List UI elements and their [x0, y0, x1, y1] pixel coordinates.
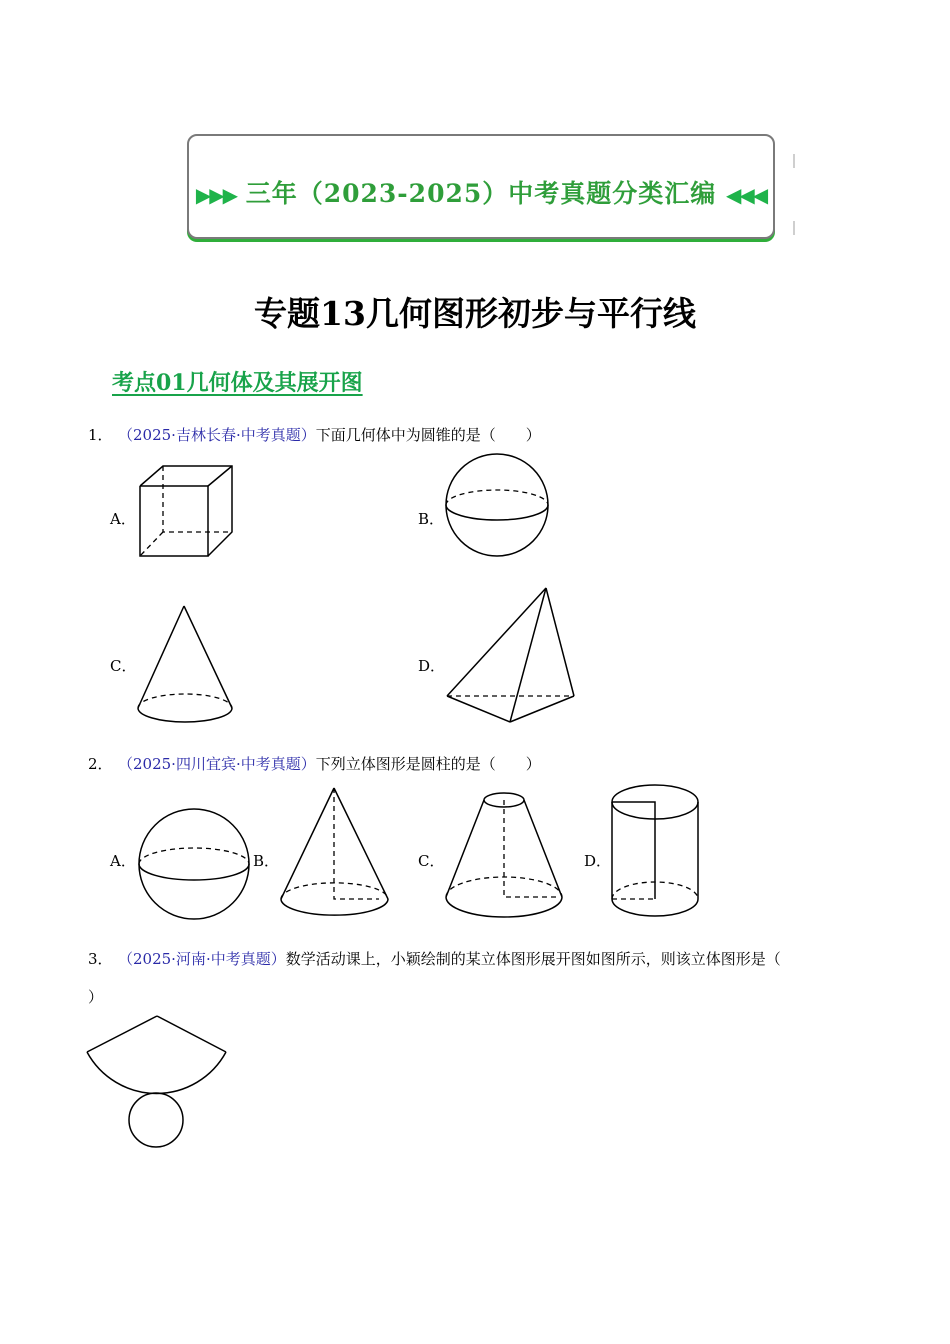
- cube-icon: [136, 464, 236, 559]
- title-banner: [187, 134, 775, 239]
- sphere-icon: [138, 808, 252, 922]
- section-heading: 考点01几何体及其展开图: [112, 370, 363, 396]
- sphere-icon: [444, 454, 554, 558]
- right-arrows-icon: ◀◀◀: [725, 183, 767, 207]
- page-title: 专题13几何图形初步与平行线: [254, 294, 696, 333]
- option-b-label: B．: [253, 852, 280, 870]
- question-text: 数学活动课上，小颖绘制的某立体图形展开图如图所示，则该立体图形是（: [285, 950, 781, 968]
- question-source: （2025·吉林长春·中考真题）: [118, 426, 316, 444]
- tetrahedron-icon: [444, 586, 578, 726]
- cone-icon: [136, 604, 236, 726]
- cone-icon: [279, 786, 393, 922]
- option-c-label: C．: [418, 852, 445, 870]
- question-3: [88, 948, 781, 969]
- question-number: 3．: [88, 950, 113, 968]
- banner-title: 三年（2023-2025）中考真题分类汇编: [245, 179, 717, 208]
- question-1: [88, 424, 541, 445]
- left-arrows-icon: ▶▶▶: [195, 183, 236, 207]
- option-d-label: D．: [418, 657, 446, 675]
- frustum-icon: [444, 790, 566, 922]
- option-a-label: A．: [110, 852, 136, 870]
- margin-mark: [793, 221, 795, 235]
- banner-text-row: [189, 174, 773, 210]
- option-d-label: D．: [584, 852, 612, 870]
- option-c-label: C．: [110, 657, 137, 675]
- question-number: 1．: [88, 426, 113, 444]
- question-3-continuation: ）: [88, 988, 104, 1006]
- question-number: 2．: [88, 755, 113, 773]
- question-text: 下列立体图形是圆柱的是（ ）: [315, 755, 541, 773]
- question-2: [88, 753, 541, 774]
- question-source: （2025·河南·中考真题）: [118, 950, 286, 968]
- cone-net-icon: [85, 1014, 231, 1150]
- question-text: 下面几何体中为圆锥的是（ ）: [315, 426, 541, 444]
- margin-mark: [793, 154, 795, 168]
- question-source: （2025·四川宜宾·中考真题）: [118, 755, 316, 773]
- option-a-label: A．: [110, 510, 136, 528]
- cylinder-icon: [610, 782, 704, 922]
- option-b-label: B．: [418, 510, 445, 528]
